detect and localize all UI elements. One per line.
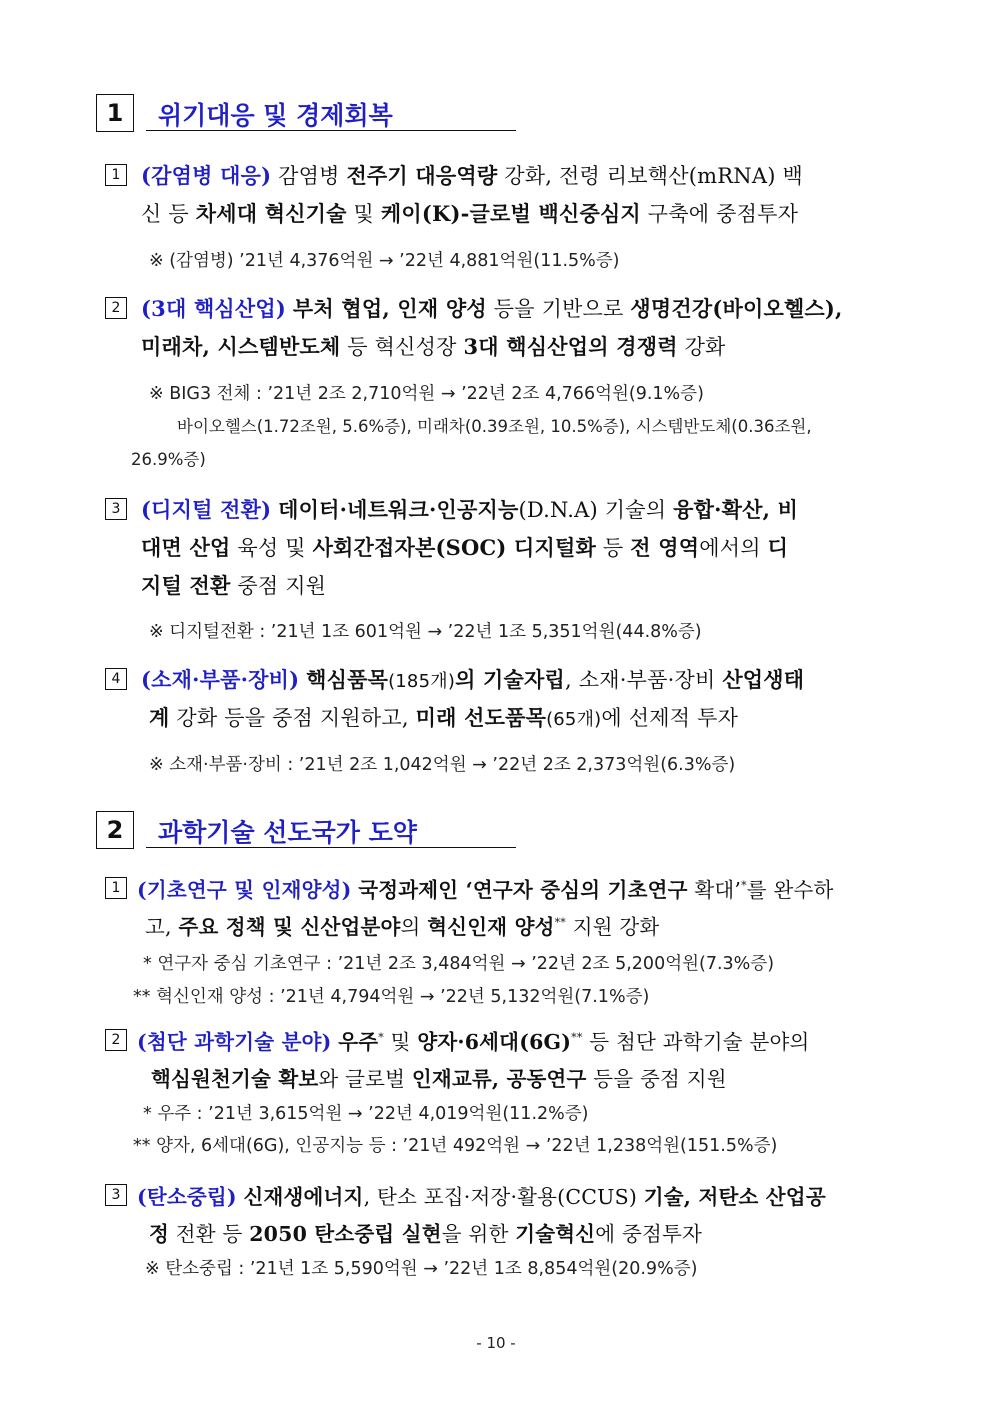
text: 및 [346,202,381,226]
section-2-title: 과학기술 선도국가 도약 [158,818,417,847]
bold-text: 혁신인재 양성 [427,915,555,939]
item-2-2-note-2: ** 양자, 6세대(6G), 인공지능 등 : ’21년 492억원 → ’22년 1,238억원(151.5%증) [133,1136,778,1156]
bold-text: 미래차, 시스템반도체 [141,334,341,359]
bold-text: 전주기 대응역량 [346,163,498,188]
bold-text: 산업생태 [722,667,805,692]
bold-text: 대면 산업 [141,535,231,560]
text: 육성 및 [230,536,313,560]
bold-text: 기술, 저탄소 산업공 [643,1185,826,1209]
item-1-3-note: ※ 디지털전환 : ’21년 1조 601억원 → ’22년 1조 5,351억원(44.8%증) [149,622,702,642]
text: , 탄소 포집·저장·활용(CCUS) [363,1185,644,1209]
text: 등 혁신성장 [340,335,464,359]
bold-text: 전 영역 [630,535,700,560]
item-1-1-number: 1 [105,164,127,186]
text: 등을 기반으로 [486,297,631,321]
bold-text: 디 [767,535,789,560]
bold-text: 데이터·네트워크·인공지능 [278,497,519,522]
bold-text: 국정과제인 ‘연구자 중심의 기초연구 [358,878,688,902]
item-2-1-label: (기초연구 및 인재양성) [137,878,352,902]
text: 등을 중점 지원 [586,1067,727,1091]
text: 에 중점투자 [595,1222,702,1246]
footnote-mark: ** [571,1031,583,1045]
item-2-1-note-1: * 연구자 중심 기초연구 : ’21년 2조 3,484억원 → ’22년 2조 5,200억원(7.3%증) [143,954,775,974]
bold-text: 의 기술자립 [455,667,566,692]
bold-text: 차세대 혁신기술 [195,201,347,226]
bold-text: 2050 탄소중립 실현 [249,1222,442,1246]
item-1-3-label: (디지털 전환) [141,497,272,522]
item-1-3-line-2 [141,532,788,562]
text: 와 글로벌 [318,1067,412,1091]
item-1-4-line-2 [149,702,738,732]
item-2-1-line-2 [145,910,659,940]
text: (D.N.A) 기술의 [518,498,674,522]
footnote-mark: ** [554,916,566,930]
item-2-2-number: 2 [105,1029,127,1051]
item-1-4-note: ※ 소재·부품·장비 : ’21년 2조 1,042억원 → ’22년 2조 2,373억원(6.3%증) [149,755,736,775]
text: (65개) [546,709,602,730]
bold-text: 신재생에너지 [243,1185,364,1209]
item-1-3-number: 3 [105,498,127,520]
text [237,1185,244,1209]
text: 전환 등 [169,1222,250,1246]
bold-text: 부처 협업, 인재 양성 [292,296,487,321]
item-2-3-line-2 [149,1217,702,1247]
bold-text: 융합·확산, 비 [673,497,799,522]
item-2-1-line-1 [137,873,834,903]
item-1-4-line-1 [141,664,804,694]
bold-text: 지털 전환 [141,573,231,598]
item-2-2-line-2 [151,1062,727,1092]
bold-text: 인재교류, 공동연구 [411,1067,587,1091]
item-1-1-label: (감염병 대응) [141,163,272,188]
bold-text: 생명건강(바이오헬스), [630,296,843,321]
item-2-1-note-2: ** 혁신인재 양성 : ’21년 4,794억원 → ’22년 5,132억원(7.1%증) [133,987,650,1007]
text: 의 [400,915,428,939]
footnote-mark: * [378,1031,384,1045]
section-2-number: 2 [96,811,134,849]
text: 및 [383,1030,418,1054]
section-2-underline [146,847,516,848]
bold-text: 정 [149,1222,170,1246]
text: 에서의 [699,536,768,560]
text: 신 등 [141,202,196,226]
text: 를 완수하 [746,878,834,902]
text: 확대’ [687,878,742,902]
text: 강화, 전령 리보핵산(mRNA) 백 [497,164,803,188]
item-2-2-note-1: * 우주 : ’21년 3,615억원 → ’22년 4,019억원(11.2%증) [143,1104,589,1124]
text: 중점 지원 [230,574,327,598]
item-2-2-line-1 [137,1025,809,1055]
item-1-4-label: (소재·부품·장비) [141,667,300,692]
section-1-number: 1 [96,94,134,132]
page-number: - 10 - [476,1334,516,1352]
text: 강화 [677,335,726,359]
item-1-3-line-1 [141,494,798,524]
section-1-underline [146,130,516,131]
bold-text: 우주 [338,1030,379,1054]
item-2-3-note: ※ 탄소중립 : ’21년 1조 5,590억원 → ’22년 1조 8,854억원(20.9%증) [145,1259,698,1279]
bold-text: 기술혁신 [515,1222,596,1246]
text: 강화 등을 중점 지원하고, [169,706,416,730]
bold-text: 주요 정책 및 신산업분야 [178,915,401,939]
item-1-2-note-1: ※ BIG3 전체 : ’21년 2조 2,710억원 → ’22년 2조 4,766억원(9.1%증) [149,384,704,404]
item-2-1-number: 1 [105,877,127,899]
text: 지원 강화 [565,915,660,939]
item-2-3-label: (탄소중립) [137,1185,237,1209]
bold-text: 핵심원천기술 확보 [151,1067,319,1091]
bold-text: 미래 선도품목 [415,705,547,730]
text: (185개) [388,671,456,692]
item-1-1-line-2 [141,198,798,228]
bold-text: 양자·6세대(6G) [417,1030,572,1054]
text [286,297,293,321]
bold-text: 3대 핵심산업의 경쟁력 [463,334,678,359]
item-1-1-note: ※ (감염병) ’21년 4,376억원 → ’22년 4,881억원(11.5%증) [149,251,620,271]
item-2-3-number: 3 [105,1184,127,1206]
item-1-2-label: (3대 핵심산업) [141,296,287,321]
item-1-4-number: 4 [105,668,127,690]
item-1-1-line-1 [141,160,803,190]
bold-text: 사회간접자본(SOC) 디지털화 [312,535,596,560]
section-1-title: 위기대응 및 경제회복 [158,101,393,130]
text: 에 선제적 투자 [601,706,739,730]
text: 등 [595,536,631,560]
item-2-2-label: (첨단 과학기술 분야) [137,1030,332,1054]
item-1-2-line-1 [141,293,843,323]
item-1-2-line-2 [141,331,726,361]
bold-text: 계 [149,705,170,730]
text: 을 위한 [441,1222,516,1246]
text: , 소재·부품·장비 [565,668,723,692]
footnote-mark: * [741,879,747,893]
text: 등 첨단 과학기술 분야의 [582,1030,810,1054]
item-1-2-note-2: 바이오헬스(1.72조원, 5.6%증), 미래차(0.39조원, 10.5%증), 시스템반도체(0.36조원, [177,417,812,436]
item-1-3-line-3 [141,570,326,600]
text: 구축에 중점투자 [640,202,799,226]
text: 감염병 [271,164,347,188]
item-1-2-note-3: 26.9%증) [131,450,206,469]
bold-text: 케이(K)-글로벌 백신중심지 [380,201,641,226]
item-1-2-number: 2 [105,297,127,319]
item-2-3-line-1 [137,1180,826,1210]
text: 고, [145,915,179,939]
bold-text: 핵심품목 [306,667,389,692]
